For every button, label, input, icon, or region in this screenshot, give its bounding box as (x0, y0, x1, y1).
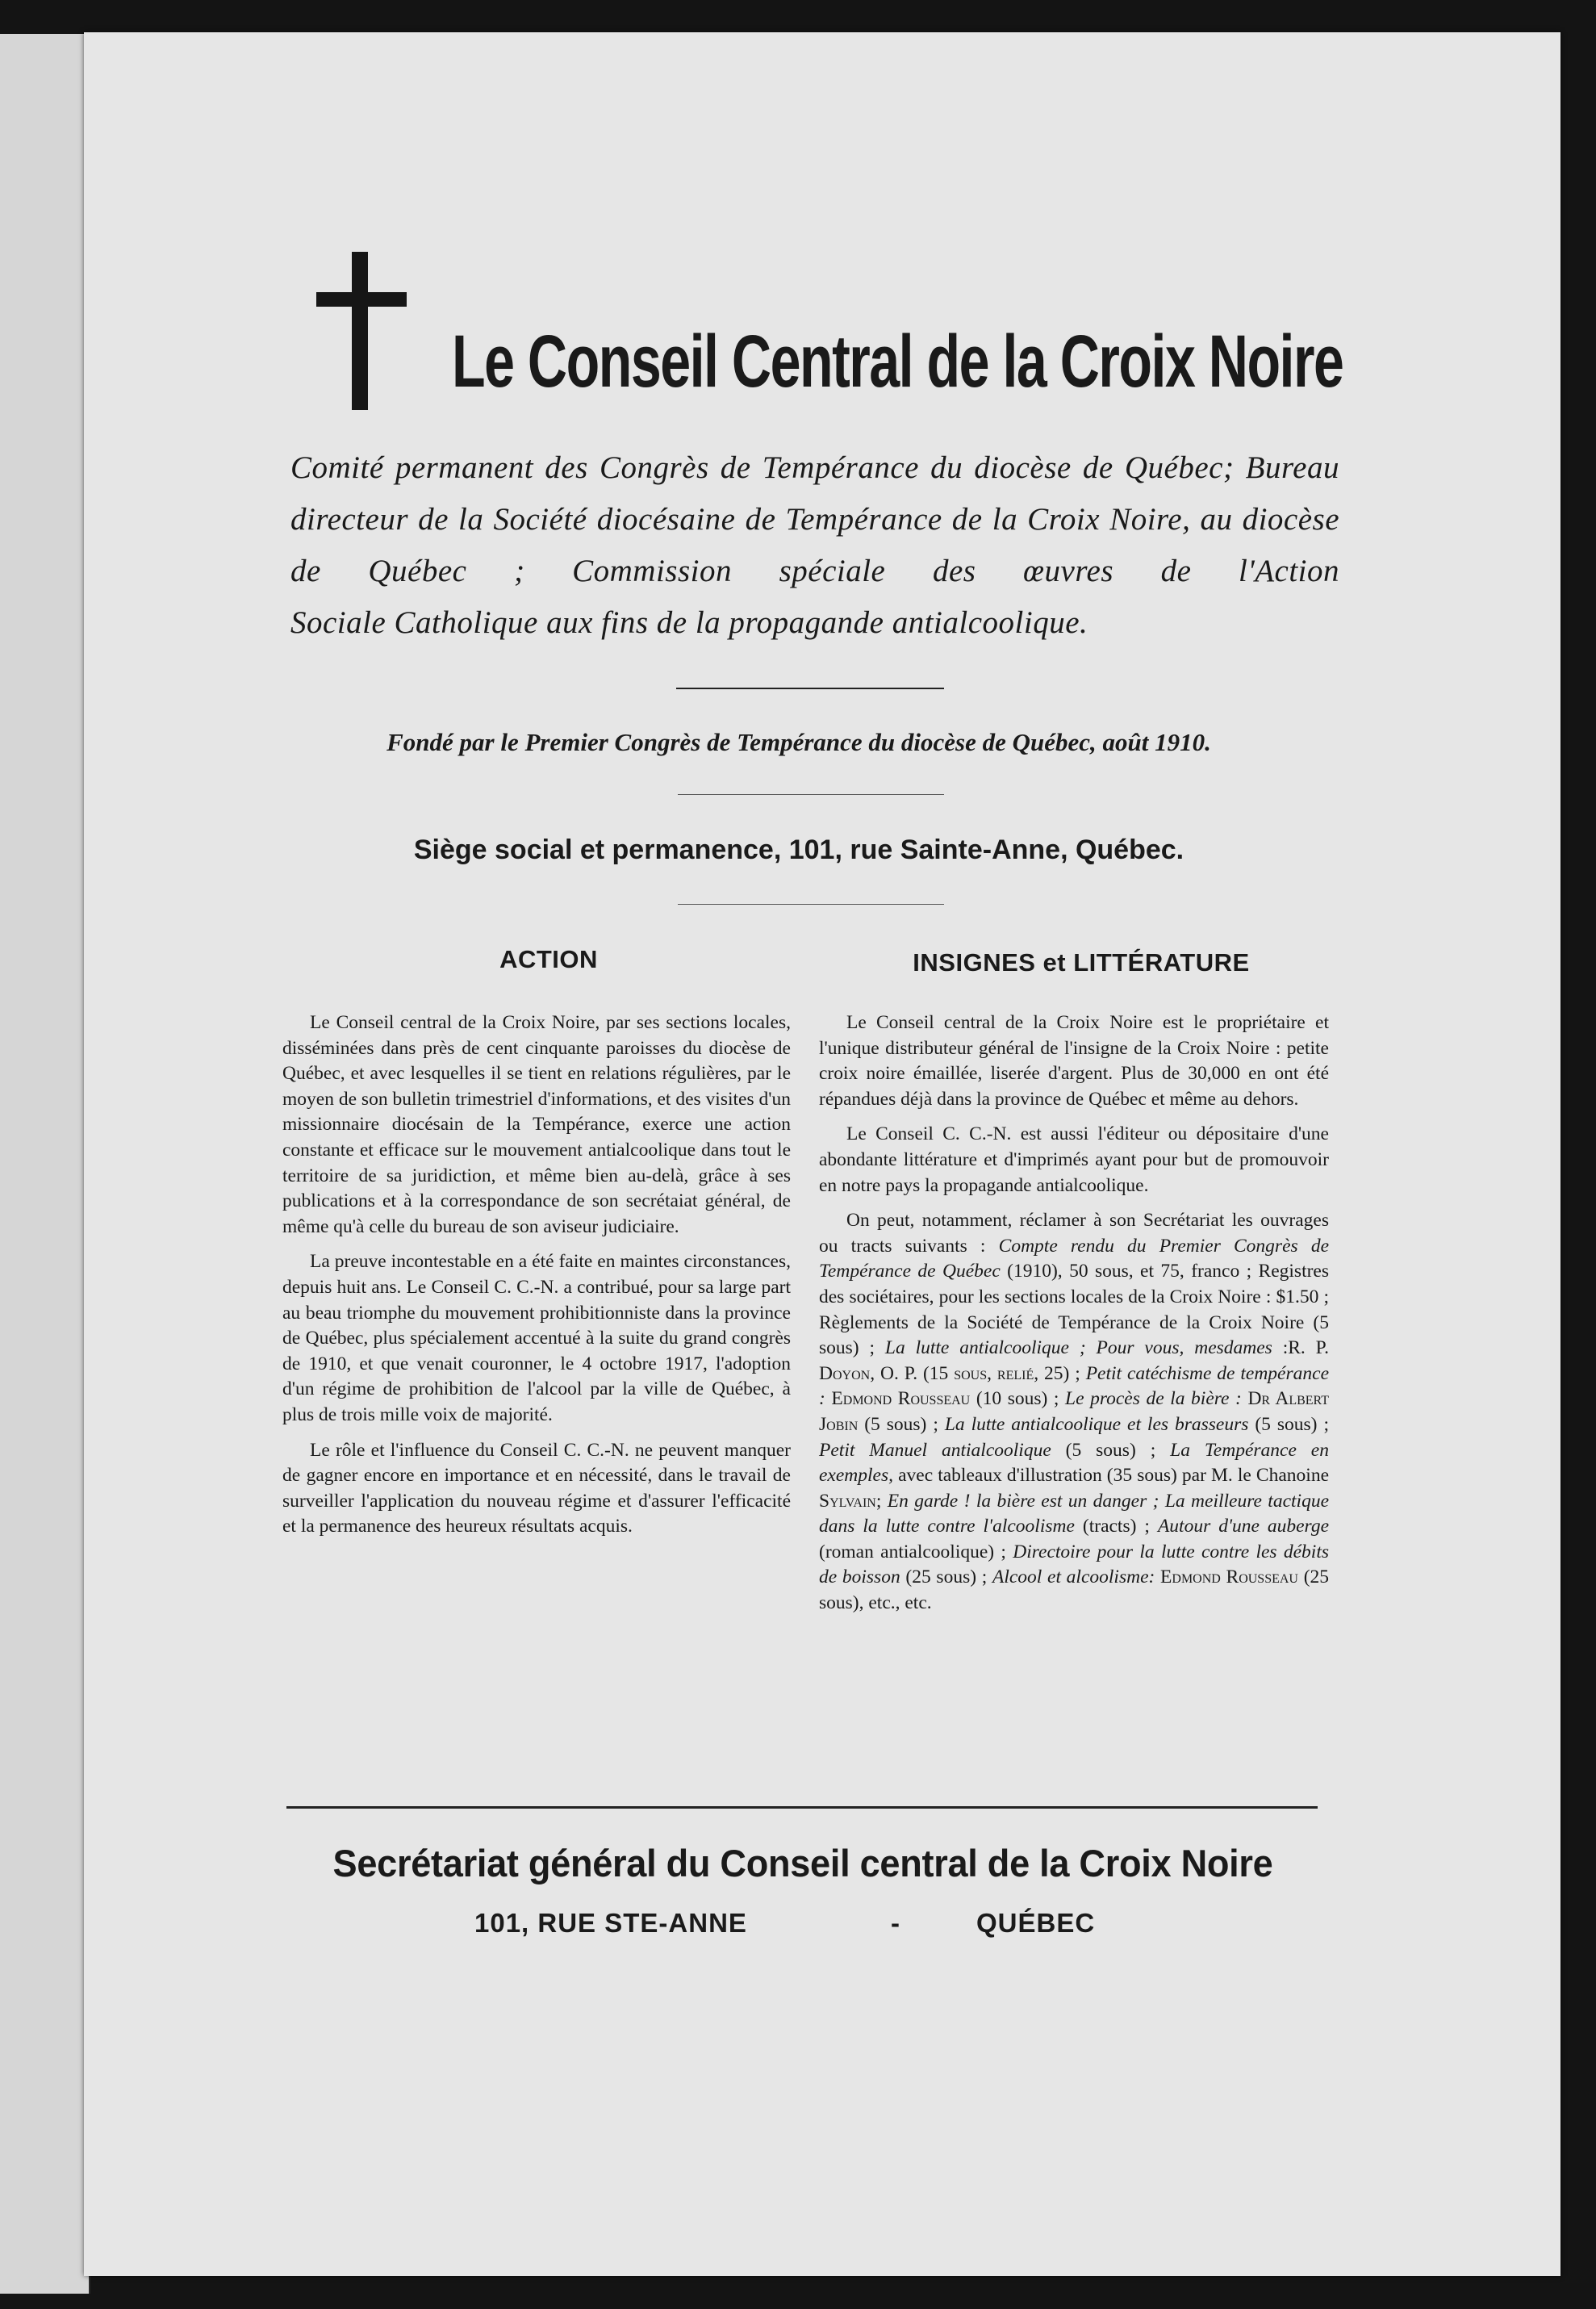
insignes-heading: INSIGNES et LITTÉRATURE (913, 948, 1250, 977)
footer-title: Secrétariat général du Conseil central de la Croix Noire (332, 1842, 1273, 1884)
previous-page-edge (0, 34, 90, 2294)
paragraph: Le rôle et l'influence du Conseil C. C.-N. ne peuvent manquer de gagner encore en importance et en nécessité, dans le travail de surveiller l'application du nouveau régime et d'assurer l'efficacité et la permanence des heureux résultats acquis. (282, 1439, 791, 1537)
divider (678, 794, 944, 795)
paragraph: On peut, notamment, réclamer à son Secrétariat les ouvrages ou tracts suivants : Compte rendu du Premier Congrès de Tempérance de Québec (1910), 50 sous, et 75, franco ; Registres des sociétaires, pour les sections locales de la Croix Noire : $1.50 ; Règlements de la Société de Tempérance de la Croix Noire (5 sous) ; La lutte antialcoolique ; Pour vous, mesdames :R. P. Doyon, O. P. (15 sous, relié, 25) ; Petit catéchisme de tempérance : Edmond Rousseau (10 sous) ; Le procès de la bière : Dr Albert Jobin (5 sous) ; La lutte antialcoolique et les brasseurs (5 sous) ; Petit Manuel antialcoolique (5 sous) ; La Tempérance en exemples, avec tableaux d'illustration (35 sous) par M. le Chanoine Sylvain; En garde ! la bière est un danger ; La meilleure tactique dans la lutte contre l'alcoolisme (tracts) ; Autour d'une auberge (roman antialcoolique) ; Directoire pour la lutte contre les débits de boisson (25 sous) ; Alcool et alcoolisme: Edmond Rousseau (25 sous), etc., etc. (819, 1210, 1330, 1614)
text: (1910), 50 sous, et 75, franco ; Registres des sociétaires, pour les sections locales de la Croix Noire : $1.50 ; Règlements de la Société de Tempérance de la Croix Noire (5 sous) ; (819, 1261, 1329, 1359)
head-office-address: Siège social et permanence, 101, rue Sainte-Anne, Québec. (413, 835, 1184, 865)
subtitle-line: Sociale Catholique aux fins de la propagande antialcoolique. (290, 605, 1088, 640)
text: (25 sous), etc., etc. (819, 1567, 1330, 1614)
text: (5 sous) ; (864, 1413, 938, 1435)
paragraph: Le Conseil central de la Croix Noire est le propriétaire et l'unique distributeur général de l'insigne de la Croix Noire : petite croix noire émaillée, liserée d'argent. Plus de 30,000 en ont été répandues déjà dans la province de Québec et même au dehors. (819, 1012, 1329, 1110)
author: Edmond Rousseau (1160, 1567, 1298, 1588)
subtitle-line: Comité permanent des Congrès de Tempérance du diocèse de Québec; (290, 450, 1235, 485)
work-title: En garde ! la bière est un danger ; La meilleure tactique dans la lutte contre l'alcoolisme (819, 1490, 1329, 1537)
subtitle-line: Noire, au diocèse de Québec ; Commission spéciale des œuvres de l'Action (290, 502, 1340, 588)
work-title: La lutte antialcoolique et les brasseurs (944, 1413, 1249, 1435)
text: (25 sous) ; (905, 1567, 988, 1588)
paragraph: Le Conseil central de la Croix Noire, par ses sections locales, disséminées dans près de cent cinquante paroisses du diocèse de Québec, et avec lesquelles il se tient en relations régulières, par le moyen de son bulletin trimestriel d'informations, et des visites d'un missionnaire diocésain de la Tempérance, exerce une action constante et efficace sur le mouvement antialcoolique dans tout le territoire de sa juridiction, et même bien au-delà, grâce à ses publications et à la correspondance de son secrétaiat général, de même qu'à celle du bureau de son aviseur judiciaire. (282, 1012, 791, 1237)
insignes-column (819, 1010, 1329, 1626)
footer-divider (286, 1806, 1318, 1809)
paragraph: Le Conseil C. C.-N. est aussi l'éditeur ou dépositaire d'une abondante littérature et d'imprimés ayant pour but de promouvoir en notre pays la propagande antialcoolique. (819, 1123, 1329, 1196)
work-title: La lutte antialcoolique ; Pour vous, mesdames (884, 1337, 1272, 1359)
work-title: Petit Manuel antialcoolique (819, 1439, 1051, 1461)
founding-note: Fondé par le Premier Congrès de Tempérance du diocèse de Québec, août 1910. (386, 728, 1211, 756)
divider (678, 904, 944, 905)
author: Edmond Rousseau (831, 1388, 971, 1410)
paragraph: La preuve incontestable en a été faite en maintes circonstances, depuis huit ans. Le Conseil C. C.-N. a contribué, pour sa large part au beau triomphe du mouvement prohibitionniste dans la province de Québec, plus spécialement accentué à la suite du grand congrès de 1910, et que venait couronner, le 4 octobre 1917, l'adoption d'un régime de prohibition de l'alcool par la ville de Québec, à plus de trois mille voix de majorité. (282, 1251, 791, 1425)
author: Sylvain (819, 1490, 876, 1512)
work-title: Directoire pour la lutte contre les débits de boisson (819, 1541, 1329, 1588)
work-title: Petit catéchisme de tempérance : (819, 1362, 1329, 1410)
subtitle-line: Bureau directeur de la Société diocésaine de Tempérance de la Croix (290, 450, 1339, 537)
black-cross-icon (316, 252, 407, 410)
page-title: Le Conseil Central de la Croix Noire (452, 320, 1343, 403)
text: (5 sous) ; (1255, 1413, 1329, 1435)
text: (roman antialcoolique) ; (819, 1541, 1006, 1562)
action-heading: ACTION (499, 945, 598, 973)
action-column (282, 1010, 791, 1550)
divider (676, 688, 944, 689)
text: (tracts) ; (1082, 1516, 1150, 1537)
text: On peut, notamment, réclamer à son Secrétariat les ouvrages ou tracts suivants : (819, 1210, 1329, 1257)
author: Dr Albert Jobin (819, 1388, 1330, 1435)
subtitle (290, 442, 1339, 649)
work-title: Le procès de la bière : (1065, 1388, 1242, 1410)
text: (10 sous) ; (976, 1388, 1059, 1410)
footer-address: 101, RUE STE-ANNE (474, 1908, 747, 1938)
work-title: La Tempérance en exemples, (819, 1439, 1329, 1487)
footer-city: QUÉBEC (976, 1908, 1096, 1938)
work-title: Autour d'une auberge (1157, 1516, 1330, 1537)
work-title: Compte rendu du Premier Congrès de Tempérance de Québec (819, 1235, 1330, 1282)
footer-separator: - (891, 1908, 900, 1938)
text: (5 sous) ; (1065, 1439, 1156, 1461)
text: avec tableaux d'illustration (35 sous) par M. le Chanoine (898, 1465, 1329, 1487)
work-title: Alcool et alcoolisme: (992, 1567, 1155, 1588)
text: :R. P. Doyon, O. P. (15 sous, relié, 25) ; (819, 1337, 1329, 1384)
